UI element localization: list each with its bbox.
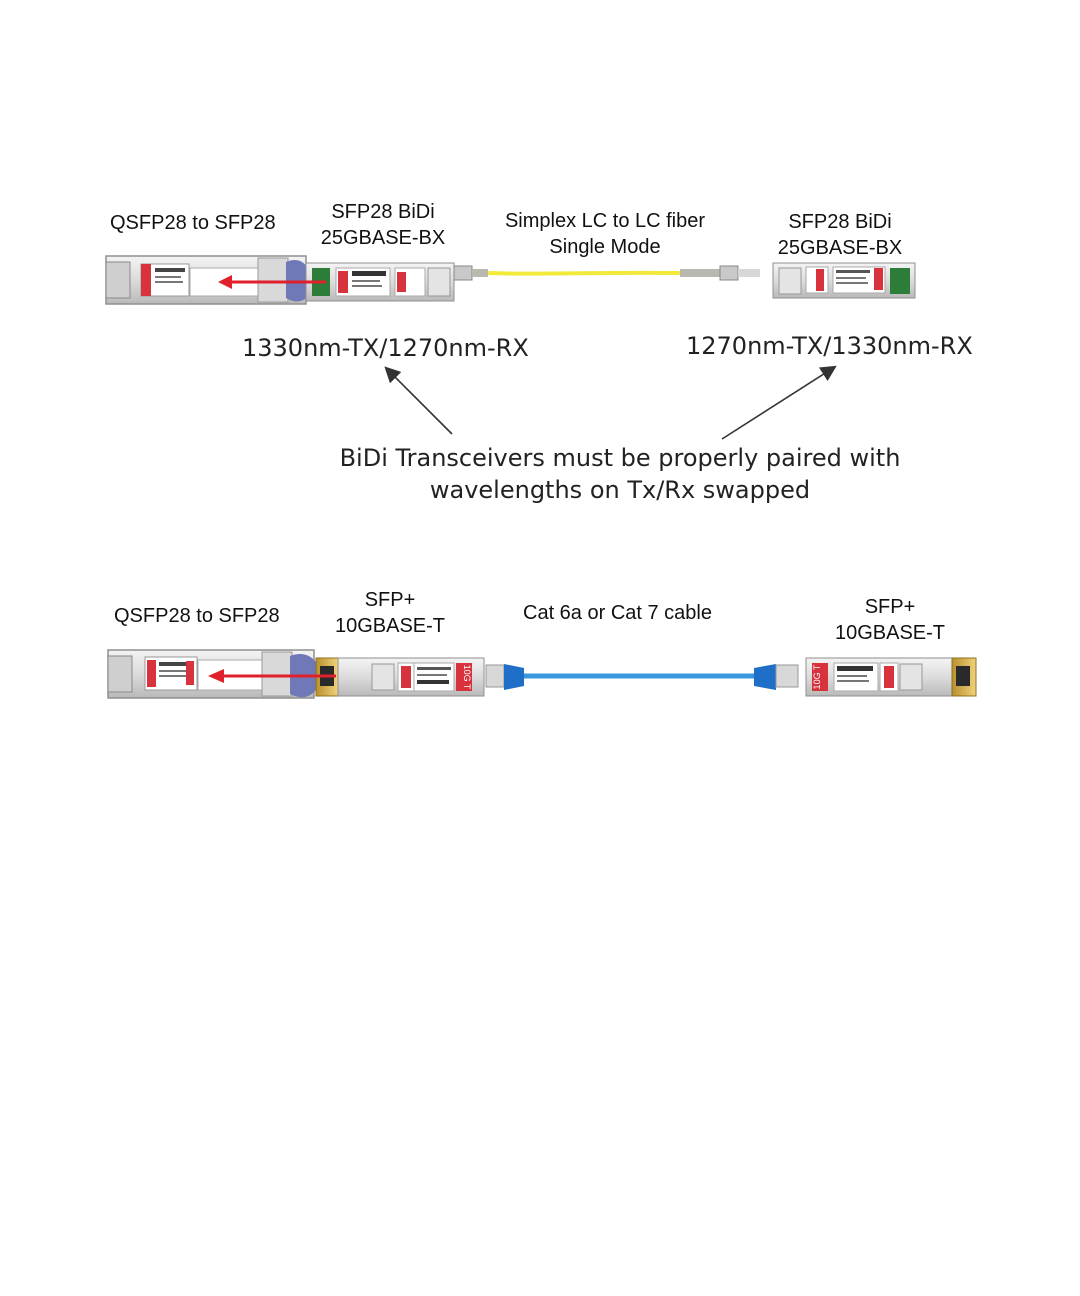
cat6a-cat7-cable xyxy=(486,664,798,690)
pointer-arrow-right xyxy=(722,370,830,439)
sfp-right-label-top-line1: SFP28 BiDi xyxy=(788,211,892,233)
sfp-left-label-top-line1: SFP28 BiDi xyxy=(331,201,435,223)
sfp-right-label-top-line2: 25GBASE-BX xyxy=(777,237,903,259)
qsfp-label-top: QSFP28 to SFP28 xyxy=(110,212,276,234)
wavelength-left-label: 1330nm-TX/1270nm-RX xyxy=(242,334,529,362)
simplex-lc-fiber-cable xyxy=(454,266,760,280)
sfp-10gbase-t-module-right xyxy=(806,658,976,696)
pointer-arrow-left xyxy=(390,372,452,434)
fiber-cable-label-line1: Simplex LC to LC fiber xyxy=(504,210,706,232)
sfp-right-label-bottom-line1: SFP+ xyxy=(864,596,916,618)
qsfp28-adapter-top xyxy=(106,256,308,304)
pairing-note-line2: wavelengths on Tx/Rx swapped xyxy=(429,476,811,504)
sfp-left-label-top-line2: 25GBASE-BX xyxy=(320,227,446,249)
copper-cable-label: Cat 6a or Cat 7 cable xyxy=(523,602,712,624)
sfp-left-label-bottom-line1: SFP+ xyxy=(364,589,416,611)
module-side-text-left: 10G T xyxy=(462,664,472,690)
wavelength-right-label: 1270nm-TX/1330nm-RX xyxy=(686,332,973,360)
qsfp-label-bottom: QSFP28 to SFP28 xyxy=(114,605,280,627)
sfp-left-label-bottom-line2: 10GBASE-T xyxy=(334,615,446,637)
fiber-cable-label-line2: Single Mode xyxy=(549,236,661,258)
module-side-text-right: 10G T xyxy=(812,664,822,690)
qsfp28-adapter-bottom xyxy=(108,650,316,698)
sfp-10gbase-t-module-left xyxy=(316,658,484,696)
pairing-note-line1: BiDi Transceivers must be properly paired with xyxy=(339,444,901,472)
sfp28-bidi-module-left xyxy=(306,263,454,301)
sfp-right-label-bottom-line2: 10GBASE-T xyxy=(834,622,946,644)
sfp28-bidi-module-right xyxy=(773,263,915,298)
